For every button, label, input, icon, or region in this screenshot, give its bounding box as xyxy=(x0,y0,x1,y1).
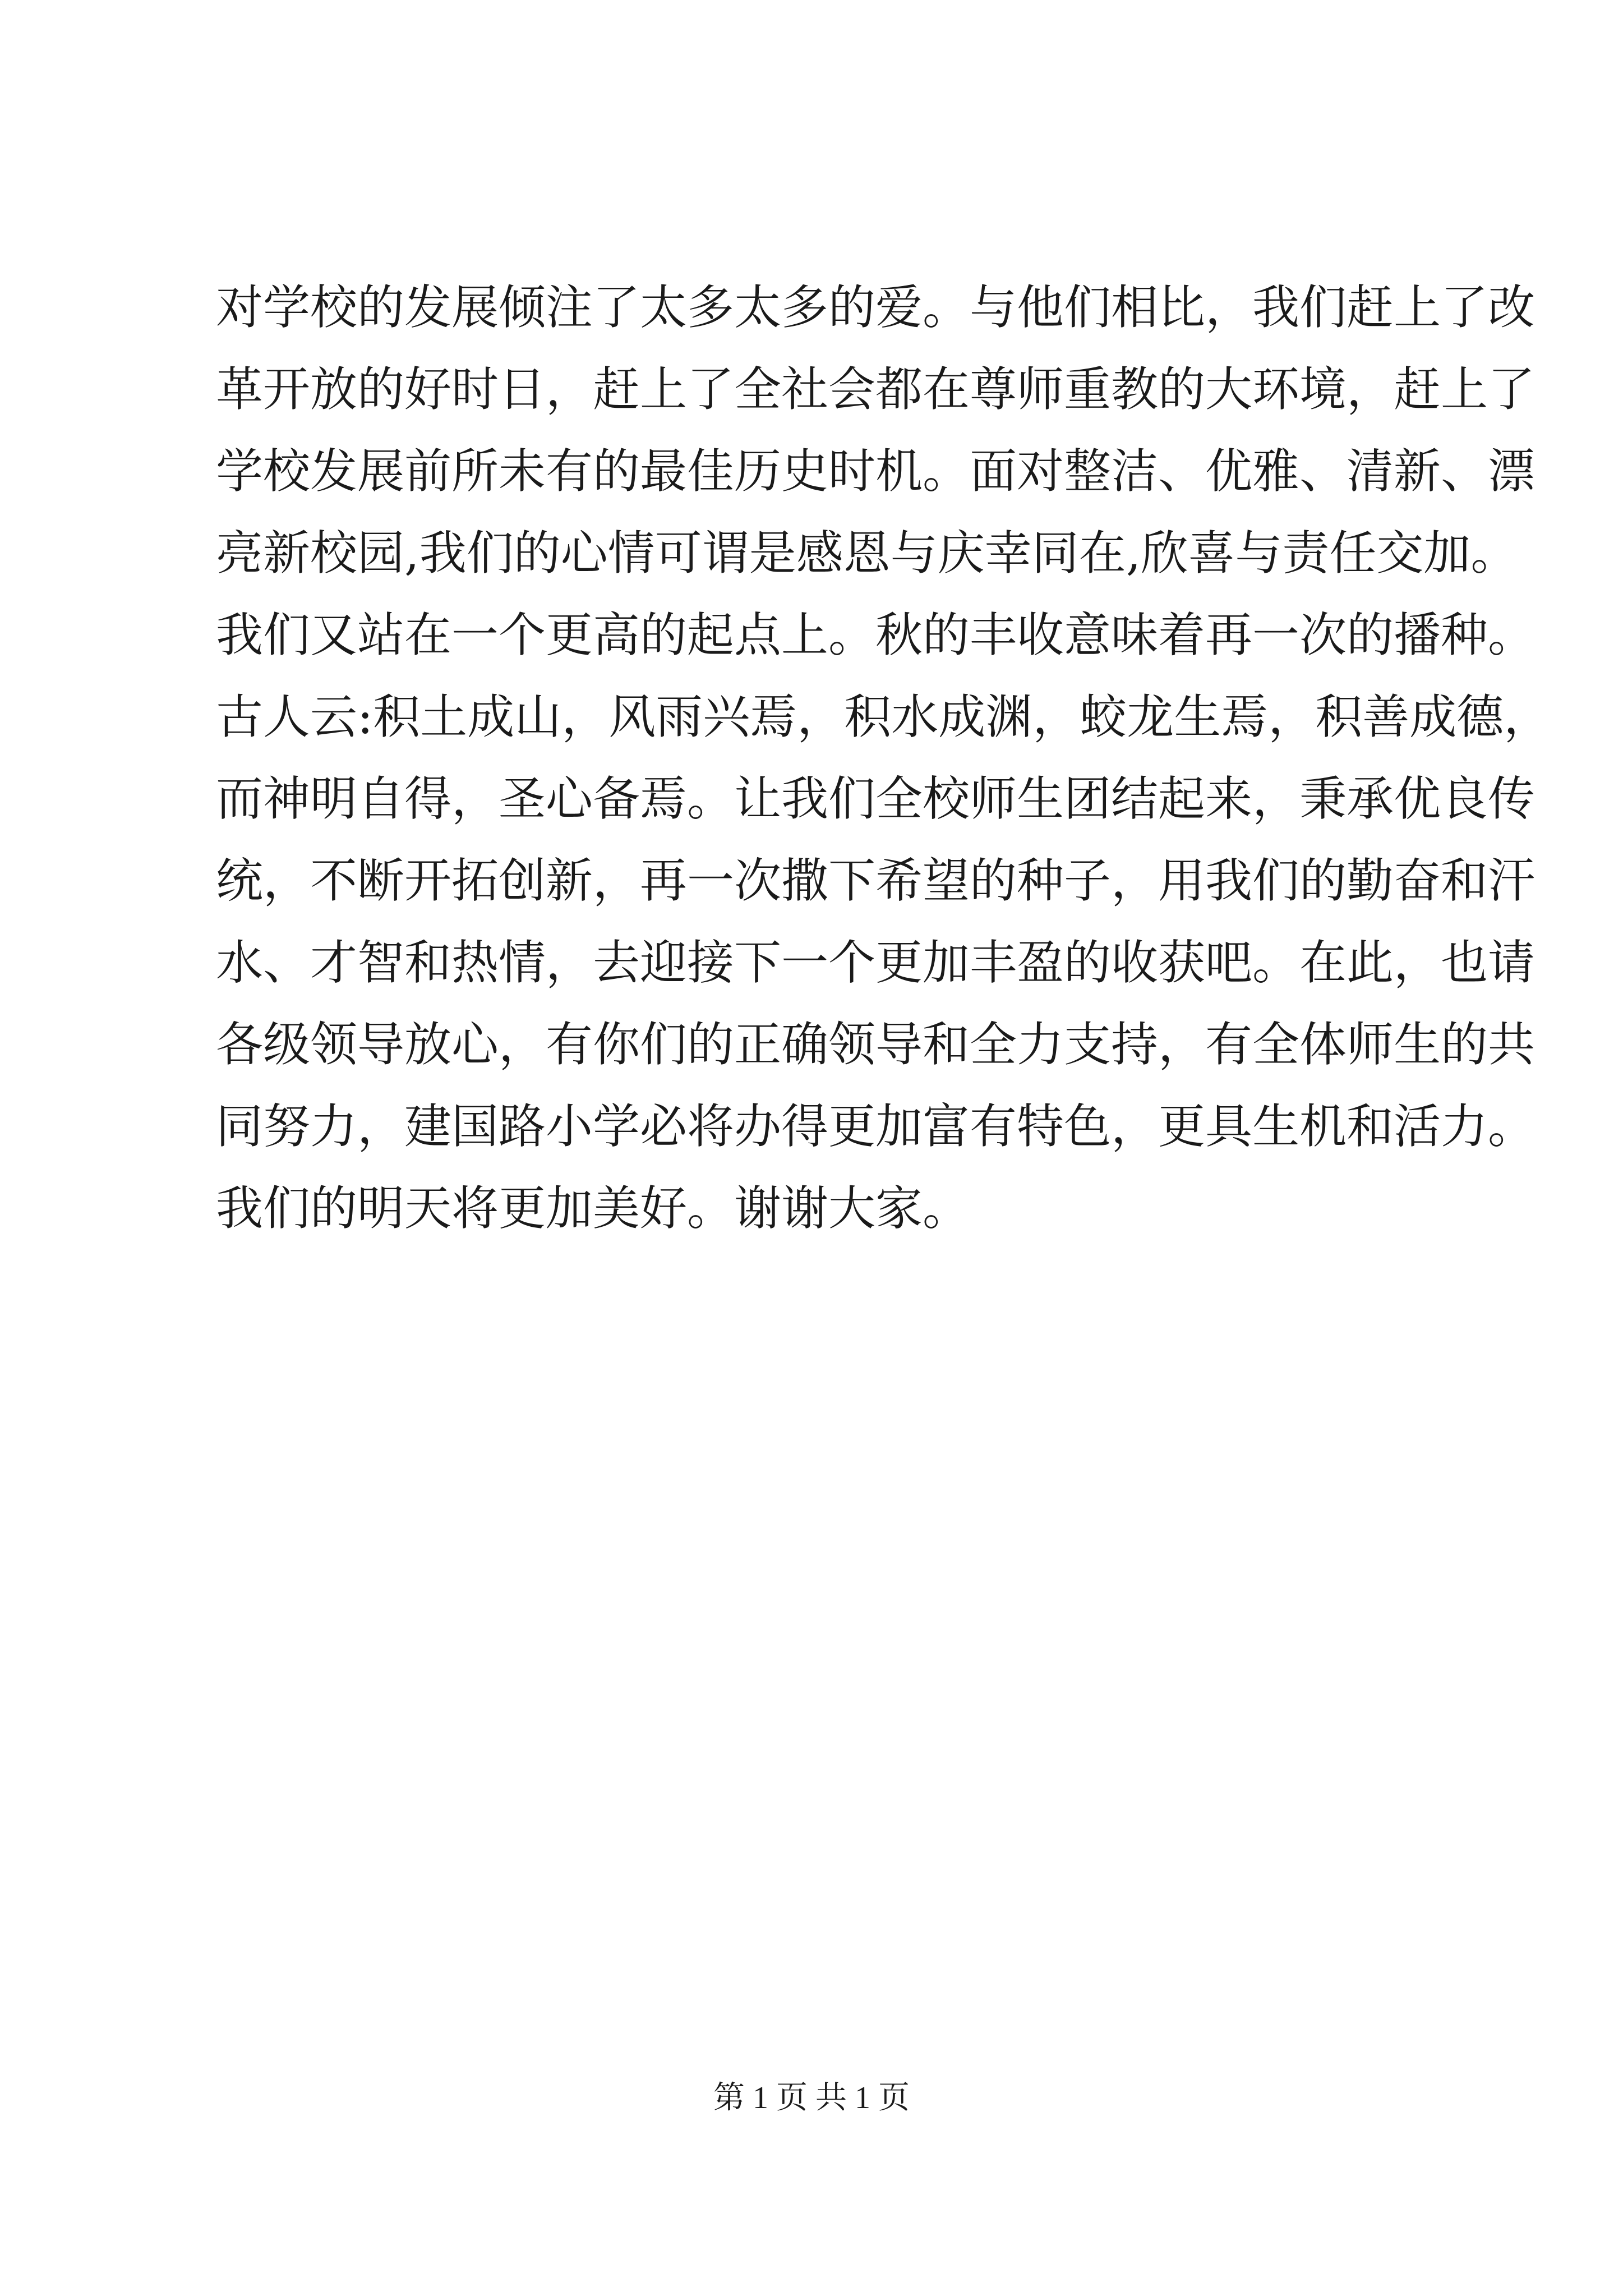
text-line: 革开放的好时日，赶上了全社会都在尊师重教的大环境，赶上了 xyxy=(216,362,1536,417)
text-line: 各级领导放心，有你们的正确领导和全力支持，有全体师生的共 xyxy=(216,1017,1536,1072)
text-line: 学校发展前所未有的最佳历史时机。面对整洁、优雅、清新、漂 xyxy=(216,444,1536,499)
page-footer: 第 1 页 共 1 页 xyxy=(713,2081,910,2115)
text-line: 我们又站在一个更高的起点上。秋的丰收意味着再一次的播种。 xyxy=(216,608,1536,662)
text-line: 而神明自得，圣心备焉。让我们全校师生团结起来，秉承优良传 xyxy=(216,771,1536,826)
text-line: 水、才智和热情，去迎接下一个更加丰盈的收获吧。在此，也请 xyxy=(216,935,1536,990)
text-line: 古人云:积土成山，风雨兴焉，积水成渊，蛟龙生焉，积善成德， xyxy=(216,689,1551,744)
text-line: 统，不断开拓创新，再一次撒下希望的种子，用我们的勤奋和汗 xyxy=(216,853,1536,908)
text-line: 我们的明天将更加美好。谢谢大家。 xyxy=(216,1181,970,1236)
text-line: 同努力，建国路小学必将办得更加富有特色，更具生机和活力。 xyxy=(216,1099,1536,1154)
text-line: 对学校的发展倾注了太多太多的爱。与他们相比，我们赶上了改 xyxy=(216,280,1536,335)
text-line: 亮新校园,我们的心情可谓是感恩与庆幸同在,欣喜与责任交加。 xyxy=(216,526,1518,581)
body-text xyxy=(216,266,1551,1249)
